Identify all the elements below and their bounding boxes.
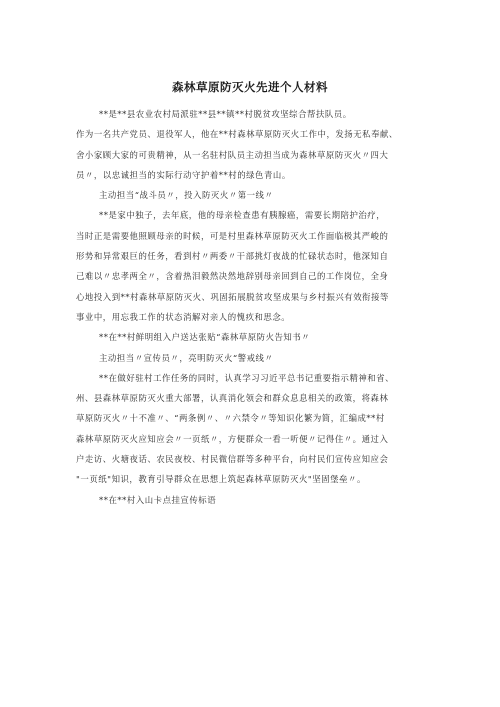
paragraph-line: 己难以〃忠孝两全〃，含着热泪毅然决然地辞别母亲回到自己的工作岗位，全身 [76, 271, 389, 282]
paragraph-line: 心地投入到**村森林草原防灭火、巩固拓展脱贫攻坚成果与乡村振兴有效衔接等 [76, 291, 389, 302]
paragraph-line: **是**县农业农村局派驻**县**镇**村脱贫攻坚综合帮扶队员。 [99, 109, 352, 119]
paragraph-line: 州、县森林草原防灭火重大部署，认真消化领会和群众息息相关的政策，将森林 [76, 393, 389, 404]
paragraph-line: 草原防灭火〃十不准〃、“两条例〃、〃六禁令〃等知识化繁为简，汇编成**村 [76, 413, 385, 424]
document-title: 森林草原防灭火先进个人材料 [172, 80, 328, 94]
paragraph-line: 事业中，用忘我工作的状态消解对亲人的愧疚和思念。 [76, 311, 291, 322]
section-heading: 主动担当〃宣传员〃，亮明防灭火“警戒线〃 [99, 352, 274, 363]
photo-caption: **在**村鲜明组入户送达张贴“森林草原防火告知书〃 [99, 332, 311, 343]
paragraph-line: 形势和异常艰巨的任务，看到村〃两委〃干部挑灯夜战的忙碌状态时，他深知自 [76, 251, 389, 262]
section-heading: 主动担当“战斗员〃，投入防灭火〃第一线〃 [99, 190, 274, 201]
paragraph-line: 舍小家顾大家的可贵精神，从一名驻村队员主动担当成为森林草原防灭火〃四大 [76, 149, 389, 160]
paragraph-line: 作为一名共产党员、退役军人，他在**村森林草原防灭火工作中，发扬无私奉献、 [76, 129, 398, 140]
paragraph-line: 当时正是需要他照顾母亲的时候，可是村里森林草原防灭火工作面临极其严峻的 [76, 230, 389, 241]
document-body [76, 104, 431, 510]
photo-caption: **在**村入山卡点挂宣传标语 [99, 494, 217, 505]
paragraph-line: 员〃，以忠诚担当的实际行动守护着**村的绿色青山。 [76, 169, 291, 180]
paragraph-line: 户走访、火塘夜话、农民夜校、村民微信群等多种平台，向村民们宣传应知应会 [76, 454, 389, 465]
paragraph-line: **在做好驻村工作任务的同时，认真学习习近平总书记重要指示精神和省、 [99, 372, 395, 383]
paragraph-line: "一页纸"知识，教育引导群众在思想上筑起森林草原防灭火"坚固堡垒〃。 [76, 474, 366, 485]
paragraph-line: **是家中独子，去年底，他的母亲检查患有胰腺癌，需要长期陪护治疗， [99, 210, 386, 221]
paragraph-line: 森林草原防灭火应知应会〃一页纸〃，方便群众一看一听便〃记得住〃。通过入 [76, 433, 389, 444]
